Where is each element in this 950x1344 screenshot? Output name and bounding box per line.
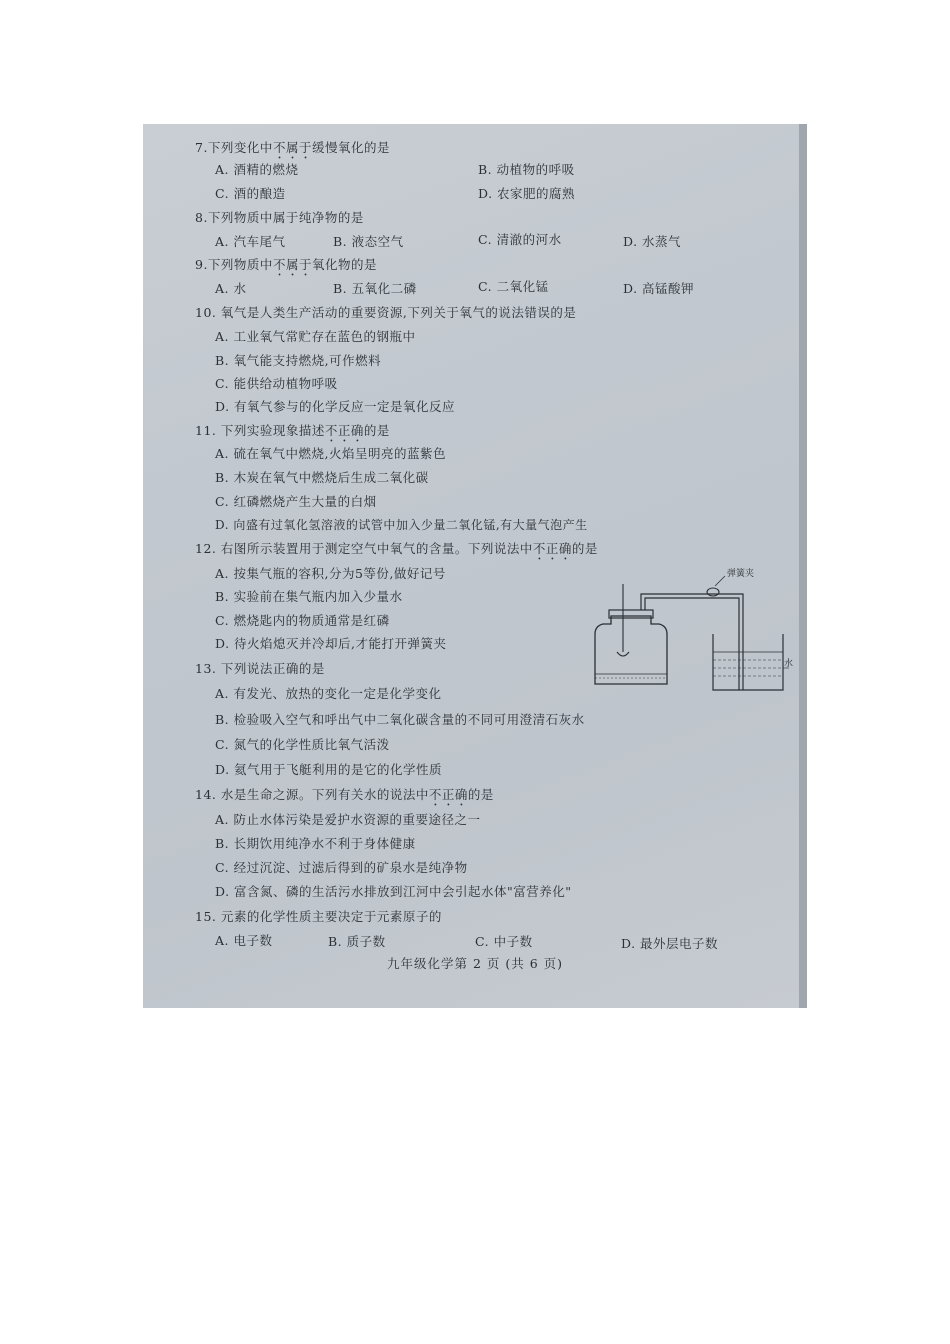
q11-option-a: A. 硫在氧气中燃烧,火焰呈明亮的蓝紫色 (215, 446, 446, 461)
q10-option-c: C. 能供给动植物呼吸 (215, 376, 338, 391)
q13-option-d: D. 氦气用于飞艇利用的是它的化学性质 (215, 762, 443, 777)
q12-option-b: B. 实验前在集气瓶内加入少量水 (215, 589, 403, 604)
q7-option-c: C. 酒的酿造 (215, 186, 286, 201)
page-edge (799, 124, 807, 1008)
q15-option-d: D. 最外层电子数 (621, 936, 719, 951)
q14-option-a: A. 防止水体污染是爱护水资源的重要途径之一 (215, 812, 481, 827)
q11-option-b: B. 木炭在氧气中燃烧后生成二氧化碳 (215, 470, 429, 485)
q9-option-c: C. 二氧化锰 (478, 279, 549, 294)
q14-option-d: D. 富含氮、磷的生活污水排放到江河中会引起水体"富营养化" (215, 884, 572, 899)
q9-option-d: D. 高锰酸钾 (623, 281, 695, 296)
question-13-stem: 13. 下列说法正确的是 (195, 661, 325, 676)
q9-option-a: A. 水 (215, 281, 247, 296)
q11-option-d: D. 向盛有过氧化氢溶液的试管中加入少量二氧化锰,有大量气泡产生 (215, 518, 588, 532)
q10-option-a: A. 工业氧气常贮存在蓝色的钢瓶中 (215, 329, 416, 344)
question-11-stem: 11. 下列实验现象描述不正确的是 (195, 423, 390, 438)
q11-option-c: C. 红磷燃烧产生大量的白烟 (215, 494, 377, 509)
question-15-stem: 15. 元素的化学性质主要决定于元素原子的 (195, 909, 442, 924)
q12-option-a: A. 按集气瓶的容积,分为5等份,做好记号 (215, 566, 446, 581)
question-7-stem: 7.下列变化中不属于缓慢氧化的是 (195, 140, 390, 155)
q12-option-d: D. 待火焰熄灭并冷却后,才能打开弹簧夹 (215, 636, 447, 651)
question-8-stem: 8.下列物质中属于纯净物的是 (195, 210, 364, 225)
q13-option-a: A. 有发光、放热的变化一定是化学变化 (215, 686, 442, 701)
q15-option-b: B. 质子数 (328, 934, 386, 949)
q7-option-b: B. 动植物的呼吸 (478, 162, 575, 177)
q14-option-c: C. 经过沉淀、过滤后得到的矿泉水是纯净物 (215, 860, 468, 875)
q12-option-c: C. 燃烧匙内的物质通常是红磷 (215, 613, 390, 628)
q13-option-c: C. 氮气的化学性质比氧气活泼 (215, 737, 390, 752)
q8-option-a: A. 汽车尾气 (215, 234, 286, 249)
question-10-stem: 10. 氧气是人类生产活动的重要资源,下列关于氧气的说法错误的是 (195, 305, 577, 320)
q8-option-b: B. 液态空气 (333, 234, 404, 249)
page-footer: 九年级化学第 2 页 (共 6 页) (386, 956, 564, 971)
q7-option-a: A. 酒精的燃烧 (215, 162, 299, 177)
q14-option-b: B. 长期饮用纯净水不利于身体健康 (215, 836, 416, 851)
q10-option-b: B. 氧气能支持燃烧,可作燃料 (215, 353, 382, 368)
q10-option-d: D. 有氧气参与的化学反应一定是氧化反应 (215, 399, 456, 414)
question-12-stem: 12. 右图所示装置用于测定空气中氧气的含量。下列说法中不正确的是 (195, 541, 598, 556)
question-9-stem: 9.下列物质中不属于氧化物的是 (195, 257, 377, 272)
water-label: 水 (784, 659, 793, 669)
q9-option-b: B. 五氧化二磷 (333, 281, 417, 296)
clamp-label: 弹簧夹 (727, 569, 755, 579)
q15-option-c: C. 中子数 (475, 934, 533, 949)
question-14-stem: 14. 水是生命之源。下列有关水的说法中不正确的是 (195, 787, 494, 802)
q15-option-a: A. 电子数 (215, 933, 273, 948)
oxygen-measurement-apparatus-figure (583, 564, 793, 704)
scanned-exam-page (143, 124, 807, 1008)
q8-option-c: C. 清澈的河水 (478, 232, 562, 247)
q13-option-b: B. 检验吸入空气和呼出气中二氧化碳含量的不同可用澄清石灰水 (215, 712, 585, 727)
q8-option-d: D. 水蒸气 (623, 234, 682, 249)
q7-option-d: D. 农家肥的腐熟 (478, 186, 576, 201)
